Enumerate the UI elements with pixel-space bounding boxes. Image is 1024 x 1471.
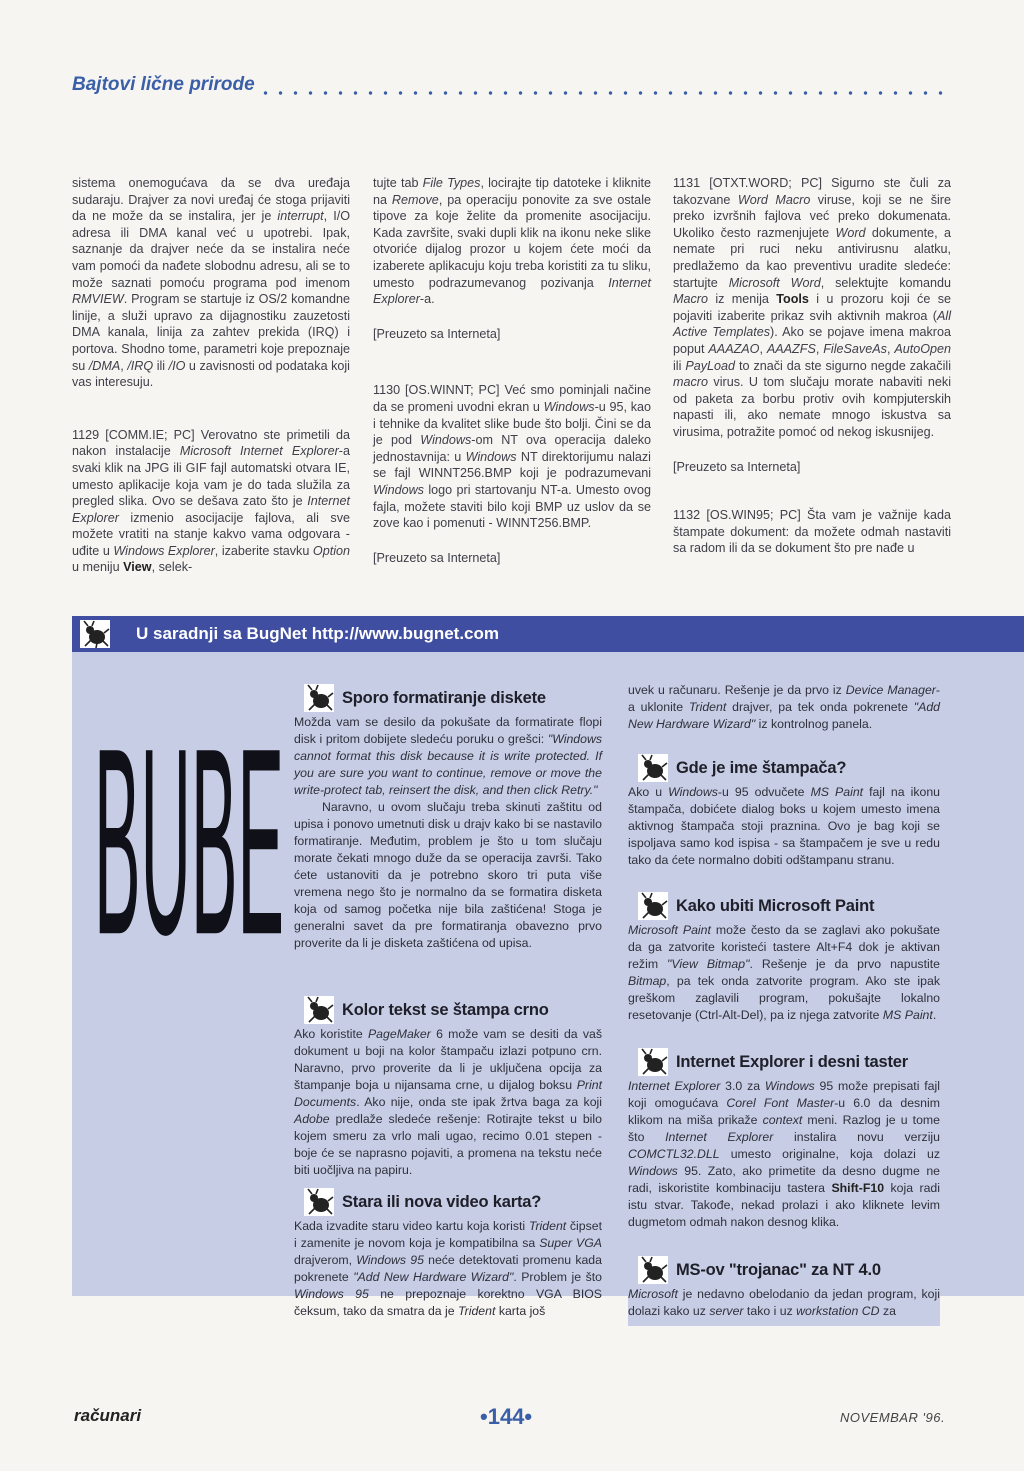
s2-body [294,1026,602,1179]
bug-icon [304,684,334,712]
s3-continued [628,682,940,733]
column-3 [673,175,951,575]
s7-p1-tail: Microsoft je nedavno obelodanio da jedan program, koji dolazi kako uz server tako i uz workstation CD za [628,1287,940,1318]
bugnet-title-bar [72,616,1024,652]
bube-title-graphic [94,676,284,938]
col2-source-2: [Preuzeto sa Interneta] [373,550,501,565]
s5-title: Kako ubiti Microsoft Paint [676,897,875,915]
s2-p1: Ako koristite PageMaker 6 može vam se desiti da vaš dokument u boji na kolor štampaču izlazi potpuno crn. Naravno, prvo proverite da li je uključena opcija za štampanje boja u nijansama crne, u dijalog boksu Print Documents. Ako nije, onda ste ipak žrtva baga za koji Adobe predlaže sledeće rešenje: Rotirajte tekst u bilo kojem smeru za vrlo mali ugao, recimo 0.01 stepen - boje će se naprasno pojaviti, a promena na tekstu neće biti uočljiva na papiru. [294,1027,602,1177]
bug-icon [304,996,334,1024]
bugnet-title: U saradnji sa BugNet http://www.bugnet.com [136,624,500,643]
s1-p2: Naravno, u ovom slučaju treba skinuti zaštitu od upisa i ponovo umetnuti disk u drajv kako bi se nastavilo formatiranje. Međutim, problem je što u tom slučaju morate čekati mnogo duže da se operacija završi. Tako ćete ustanoviti da je potrebno skoro tri puta više vremena nego što je normalno da se formatira disketa koja od samog početka nije bila zaštićena! Stoga je generalni savet da pre formatiranja obavezno prvo proverite da li je disketa zaštićena od upisa. [294,800,602,950]
s2-title: Kolor tekst se štampa crno [342,1001,549,1019]
page-number: •144• [480,1404,533,1429]
bug-icon [80,620,110,648]
bug-icon [638,754,668,782]
s4-body [628,784,940,869]
col2-p1: tujte tab File Types, locirajte tip datoteke i kliknite na Remove, pa operaciju ponovite za sve ostale tipove za koje želite da promenite asocijaciju. Kada završite, svaki dupli klik na ikonu neke slike otvoriće dijalog prozor u kojem ćete moći da izaberete aplikacuju koju treba koristiti za tu sliku, umesto podrazumevanog pozivanja Internet Explorer-a. [373,176,651,307]
s3-cont-p: uvek u računaru. Rešenje je da prvo iz Device Manager-a uklonite Trident drajver, pa tek onda pokrenete "Add New Hardware Wizard" iz kontrolnog panela. [628,683,940,731]
issue-date: NOVEMBAR '96. [840,1410,946,1425]
s3-p1: Kada izvadite staru video kartu koja koristi Trident čipset i zamenite je novom koja je kompatibilna sa Super VGA drajverom, Windows 95 neće detektovati promenu kada pokrenete "Add New Hardware Wizard". Problem je što Windows 95 ne prepoznaje korektno VGA BIOS čeksum, tako da smatra da je Trident karta još [294,1219,603,1318]
col2-source-1: [Preuzeto sa Interneta] [373,326,501,341]
col3-p2: 1132 [OS.WIN95; PC] Šta vam je važnije kada štampate dokument: da možete odmah nastaviti sa radom ili da se dokument što pre nađe u [673,508,951,556]
bug-icon [638,1256,668,1284]
s4-title: Gde je ime štampača? [676,759,847,777]
column-2 [373,175,651,584]
s1-p1: Možda vam se desilo da pokušate da formatirate flopi disk i pritom dobijete sledeću poruku o grešci: "Windows cannot format this disk because it is write protected. If you are sure you want to continue, remove or move the write-protect tab, reinsert the disk, and then click Retry." [294,715,602,797]
s6-title: Internet Explorer i desni taster [676,1053,909,1071]
s5-p1: Microsoft Paint može često da se zaglavi ako pokušate da ga zatvorite koristeći tastere Alt+F4 dok je aktivan režim "View Bitmap". Rešenje je da prvo napustite Bitmap, pa tek onda zatvorite program. Ako ste ipak greškom zaglavili program, pokušajte lokalno resetovanje (Ctrl-Alt-Del), pa iz njega zatvorite MS Paint. [628,923,940,1022]
s1-title: Sporo formatiranje diskete [342,689,546,707]
col3-source: [Preuzeto sa Interneta] [673,459,801,474]
col1-p2: 1129 [COMM.IE; PC] Verovatno ste primetili da nakon instalacije Microsoft Internet Explorer-a svaki klik na JPG ili GIF fajl automatski otvara IE, umesto aplikacije koja vam je do tada služila za pregled slika. Ovo se dešava zato što je Internet Explorer izmenio asocijacije fajlova, ali sve možete vratiti na stanje kakvo vama odgovara - uđite u Windows Explorer, izaberite stavku Option u meniju View, selek- [72,427,351,575]
col2-p2: 1130 [OS.WINNT; PC] Već smo pominjali načine da se promeni uvodni ekran u Windows-u 95, kao i tehnike da kvalitet slike bude što bolji. Čini se da je pod Windows-om NT ova operacija daleko jednostavnija: u Windows NT direktorijumu nalazi se fajl WINNT256.BMP koji je podrazumevani Windows logo pri startovanju NT-a. Umesto ovog fajla, možete staviti bilo koji BMP uz uslov da se zove kao i pomenuti - WINNT256.BMP. [373,383,651,531]
section-title: Bajtovi lične prirode [72,74,255,95]
s5-body [628,922,940,1024]
s7-body-tail [628,1286,940,1326]
s3-body [294,1218,602,1320]
s3-title: Stara ili nova video karta? [342,1193,542,1211]
s6-p1: Internet Explorer 3.0 za Windows 95 može prepisati fajl koji omogućava Corel Font Master-u 6.0 da desnim klikom na miša prikaže context meni. Razlog je u tome što Internet Explorer instalira novu verziju COMCTL32.DLL umesto originalne, koja dolazi uz Windows 95. Zato, ako primetite da desno dugme ne radi, iskoristite kombinaciju tastera Shift-F10 koja radi istu stvar. Takođe, nekad prolazi i ako kliknete levim dugmetom odmah nakon desnog klika. [628,1079,941,1229]
s4-p1: Ako u Windows-u 95 odvučete MS Paint fajl na ikonu štampača, dobićete dialog boks u kojem umesto imena aktivnog štampača stoji praznina. Ovo je bag koji se ispoljava samo kod ispisa - sa štampačem je sve u redu tako da ćete normalno dobiti odštampanu stranu. [628,785,940,867]
s1-body [294,714,602,952]
magazine-logo: računari [74,1406,142,1425]
s6-body [628,1078,940,1231]
bug-icon [638,892,668,920]
col3-p1: 1131 [OTXT.WORD; PC] Sigurno ste čuli za takozvane Word Macro viruse, koji se ne šire preko izvršnih fajlova već preko dokumenata. Ukoliko često razmenjujete Word dokumente, a nemate pri ruci neku antivirusnu alatku, predlažemo da kao preventivu uradite sledeće: startujte Microsoft Word, selektujte komandu Macro iz menija Tools i u prozoru koji će se pojaviti izaberite prikaz svih aktivnih makroa (All Active Templates). Ako se pojave imena makroa poput AAAZAO, AAAZFS, FileSaveAs, AutoOpen ili PayLoad to znači da ste sigurno negde zakačili macro virus. U tom slučaju morate nabaviti neki od paketa za borbu protiv ovih kompjuterskih napasti ili, ako nemate mnogo iskustva sa virusima, potražite pomoć od nekog iskusnijeg. [673,176,952,439]
bube-word: BUBE [94,692,284,938]
running-header [72,74,952,104]
bug-icon [304,1188,334,1216]
bug-icon [638,1048,668,1076]
col1-p1: sistema onemogućava da se dva uređaja sudaraju. Drajver za novi uređaj će stoga prijaviti da ne može da se instalira, jer je interrupt, I/O adresa ili DMA kanal već u upotrebi. Ipak, saznanje da drajver neće da se instalira neće vam pomoći da nađete slobodnu adresu, ali se to može saznati pomoću programa pod imenom RMVIEW. Program se startuje iz OS/2 komandne linije, a služi upravo za dijagnostiku zauzetosti DMA kanala, linija za zahtev prekida (IRQ) i portova. Shodno tome, parametri koje prepoznaje su /DMA, /IRQ ili /IO u zavisnosti od podataka koji vas interesuju. [72,176,350,390]
column-1 [72,175,350,594]
header-dot-leader [258,91,952,95]
s7-title: MS-ov "trojanac" za NT 4.0 [676,1261,881,1279]
